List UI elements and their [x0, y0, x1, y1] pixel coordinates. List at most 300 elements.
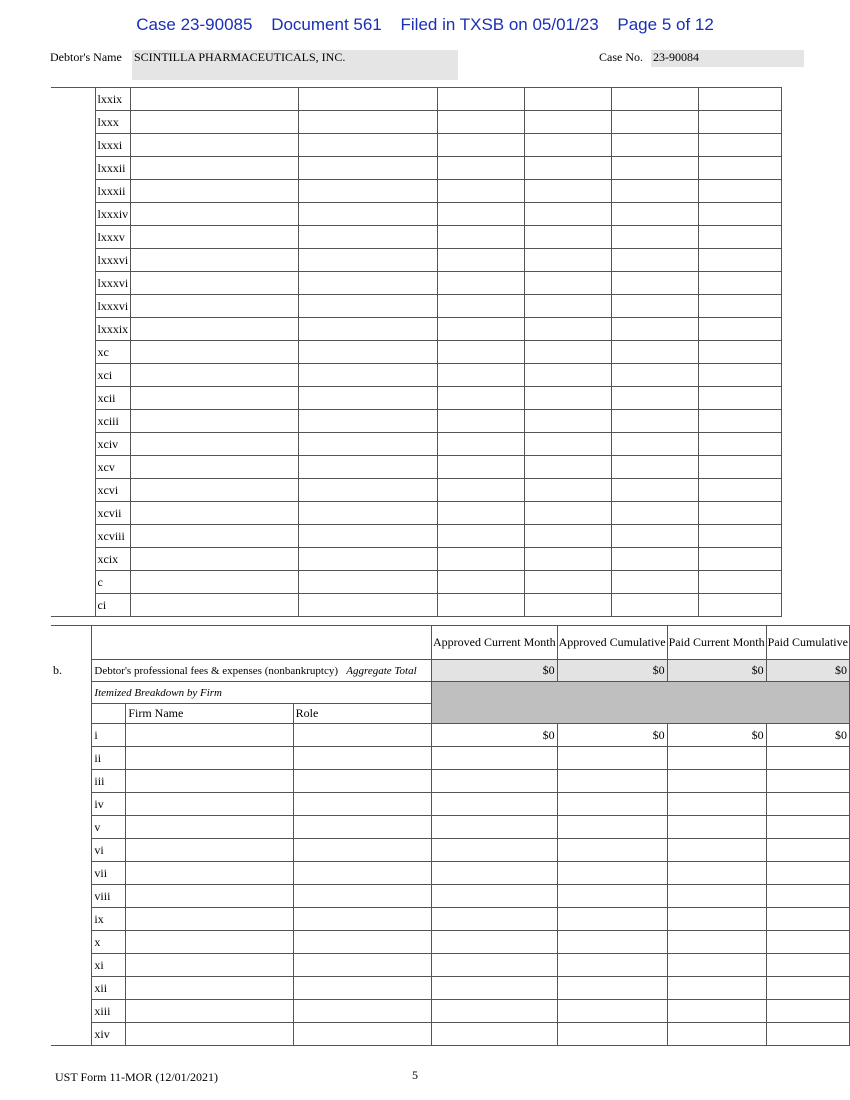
row-numeral: xiv [92, 1023, 126, 1046]
debtor-name-field: SCINTILLA PHARMACEUTICALS, INC. [132, 50, 458, 80]
table-cell [612, 134, 699, 157]
stamp-document: Document 561 [271, 15, 382, 34]
table-row [51, 341, 782, 364]
amount-cell [431, 977, 557, 1000]
firm-name-cell [126, 793, 293, 816]
amount-cell: $0 [431, 724, 557, 747]
table-cell [299, 410, 438, 433]
table-cell [438, 111, 525, 134]
amount-cell [667, 931, 766, 954]
amount-cell [667, 839, 766, 862]
row-lead [51, 908, 92, 931]
table-row [51, 318, 782, 341]
row-numeral: xcv [95, 456, 131, 479]
table-cell [438, 548, 525, 571]
row-lead [51, 318, 95, 341]
amount-cell [766, 1000, 849, 1023]
table-row [51, 88, 782, 111]
row-numeral: lxxxii [95, 180, 131, 203]
table-cell [438, 226, 525, 249]
table-cell [131, 479, 299, 502]
amount-cell [431, 747, 557, 770]
table-cell [131, 180, 299, 203]
table-cell [525, 548, 612, 571]
firm-name-cell [126, 954, 293, 977]
table-cell [438, 203, 525, 226]
table-cell [131, 249, 299, 272]
table-cell [699, 111, 782, 134]
firm-name-cell [126, 977, 293, 1000]
table-cell [131, 502, 299, 525]
firm-name-cell [126, 1023, 293, 1046]
role-cell [293, 954, 431, 977]
table-row [51, 479, 782, 502]
itemized-label: Itemized Breakdown by Firm [92, 682, 432, 704]
amount-cell [667, 793, 766, 816]
row-lead [51, 885, 92, 908]
amount-cell [557, 977, 667, 1000]
row-lead [51, 1023, 92, 1046]
table-cell [131, 387, 299, 410]
row-numeral: iv [92, 793, 126, 816]
row-lead [51, 134, 95, 157]
table-cell [438, 479, 525, 502]
table-row [51, 387, 782, 410]
role-cell [293, 793, 431, 816]
aggregate-paid-current: $0 [667, 660, 766, 682]
row-numeral: xcix [95, 548, 131, 571]
table-cell [131, 157, 299, 180]
role-cell [293, 747, 431, 770]
table-cell [438, 525, 525, 548]
column-header-row [51, 626, 850, 660]
row-numeral: xcii [95, 387, 131, 410]
top-fee-table [51, 87, 782, 617]
table-cell [699, 295, 782, 318]
amount-cell [766, 816, 849, 839]
table-cell [131, 571, 299, 594]
table-cell [699, 410, 782, 433]
row-lead [51, 1000, 92, 1023]
table-row [51, 272, 782, 295]
table-cell [131, 88, 299, 111]
table-cell [525, 272, 612, 295]
amount-cell [667, 770, 766, 793]
row-numeral: xcvii [95, 502, 131, 525]
table-cell [131, 134, 299, 157]
row-lead [51, 862, 92, 885]
row-lead [51, 387, 95, 410]
row-numeral: xc [95, 341, 131, 364]
table-cell [299, 341, 438, 364]
amount-cell [766, 908, 849, 931]
table-cell [131, 295, 299, 318]
table-row [51, 571, 782, 594]
table-cell [525, 295, 612, 318]
amount-cell [557, 793, 667, 816]
table-row [51, 249, 782, 272]
table-row [51, 931, 850, 954]
table-cell [699, 203, 782, 226]
table-cell [525, 502, 612, 525]
table-cell [612, 249, 699, 272]
table-cell [699, 318, 782, 341]
table-cell [299, 502, 438, 525]
table-cell [612, 387, 699, 410]
table-cell [612, 525, 699, 548]
table-cell [612, 88, 699, 111]
role-cell [293, 862, 431, 885]
table-cell [612, 571, 699, 594]
row-numeral: ci [95, 594, 131, 617]
itemized-row [51, 682, 850, 704]
amount-cell [557, 908, 667, 931]
table-cell [525, 134, 612, 157]
table-cell [299, 272, 438, 295]
table-cell [438, 272, 525, 295]
table-cell [438, 249, 525, 272]
table-cell [438, 134, 525, 157]
table-row [51, 180, 782, 203]
case-number-field: 23-90084 [651, 50, 804, 67]
row-lead [51, 341, 95, 364]
table-cell [612, 318, 699, 341]
role-cell [293, 1023, 431, 1046]
stamp-case: Case 23-90085 [136, 15, 253, 34]
amount-cell: $0 [667, 724, 766, 747]
table-cell [299, 226, 438, 249]
header-paid-current-month: Paid Current Month [667, 626, 766, 660]
table-cell [699, 571, 782, 594]
filing-stamp [0, 15, 850, 35]
firm-name-cell [126, 724, 293, 747]
table-row [51, 908, 850, 931]
table-cell [131, 341, 299, 364]
table-cell [438, 571, 525, 594]
amount-cell [766, 954, 849, 977]
role-cell [293, 1000, 431, 1023]
table-cell [299, 134, 438, 157]
table-cell [438, 456, 525, 479]
table-cell [699, 433, 782, 456]
row-lead [51, 88, 95, 111]
table-cell [438, 364, 525, 387]
stamp-page: Page 5 of 12 [617, 15, 714, 34]
table-cell [525, 410, 612, 433]
table-cell [699, 364, 782, 387]
table-row [51, 410, 782, 433]
row-numeral: i [92, 724, 126, 747]
aggregate-total-label: Aggregate Total [346, 664, 417, 677]
table-cell [438, 157, 525, 180]
row-lead [51, 479, 95, 502]
table-cell [525, 433, 612, 456]
amount-cell [667, 885, 766, 908]
row-lead [51, 111, 95, 134]
row-numeral: lxxxii [95, 157, 131, 180]
amount-cell [557, 1023, 667, 1046]
table-cell [131, 433, 299, 456]
row-numeral: xcvi [95, 479, 131, 502]
table-row [51, 793, 850, 816]
row-numeral: x [92, 931, 126, 954]
amount-cell [431, 1023, 557, 1046]
row-numeral: lxxxix [95, 318, 131, 341]
row-numeral: lxxxiv [95, 203, 131, 226]
table-cell [699, 594, 782, 617]
table-row [51, 1000, 850, 1023]
row-lead [51, 203, 95, 226]
header-paid-cumulative: Paid Cumulative [766, 626, 849, 660]
table-cell [612, 410, 699, 433]
form-footer: UST Form 11-MOR (12/01/2021) [55, 1070, 219, 1084]
table-cell [299, 203, 438, 226]
shaded-block [431, 682, 849, 724]
row-numeral: v [92, 816, 126, 839]
amount-cell [557, 931, 667, 954]
amount-cell [766, 977, 849, 1000]
role-cell [293, 816, 431, 839]
header-approved-current-month: Approved Current Month [431, 626, 557, 660]
table-cell [438, 433, 525, 456]
table-row [51, 364, 782, 387]
firm-name-cell [126, 908, 293, 931]
aggregate-paid-cumulative: $0 [766, 660, 849, 682]
row-numeral: xci [95, 364, 131, 387]
table-cell [612, 157, 699, 180]
row-lead [51, 793, 92, 816]
table-cell [525, 525, 612, 548]
table-cell [299, 364, 438, 387]
table-cell [699, 157, 782, 180]
table-cell [131, 111, 299, 134]
table-cell [525, 479, 612, 502]
table-cell [438, 88, 525, 111]
table-cell [699, 134, 782, 157]
table-cell [525, 157, 612, 180]
table-cell [612, 502, 699, 525]
amount-cell [431, 793, 557, 816]
amount-cell [766, 862, 849, 885]
row-numeral: ii [92, 747, 126, 770]
amount-cell [667, 747, 766, 770]
amount-cell [766, 885, 849, 908]
table-row [51, 203, 782, 226]
firm-name-cell [126, 770, 293, 793]
amount-cell [431, 885, 557, 908]
table-cell [699, 341, 782, 364]
aggregate-label-cell [92, 660, 432, 682]
table-cell [299, 594, 438, 617]
amount-cell [766, 931, 849, 954]
table-cell [438, 387, 525, 410]
table-cell [299, 525, 438, 548]
row-lead [51, 249, 95, 272]
table-cell [299, 249, 438, 272]
table-cell [299, 111, 438, 134]
row-lead [51, 456, 95, 479]
table-cell [299, 318, 438, 341]
row-numeral: iii [92, 770, 126, 793]
row-lead [51, 295, 95, 318]
amount-cell [766, 1023, 849, 1046]
table-row [51, 594, 782, 617]
firm-name-cell [126, 1000, 293, 1023]
table-cell [612, 341, 699, 364]
table-row [51, 433, 782, 456]
table-cell [525, 88, 612, 111]
table-cell [438, 594, 525, 617]
table-row [51, 1023, 850, 1046]
table-row [51, 747, 850, 770]
table-cell [525, 341, 612, 364]
document-header [50, 50, 810, 80]
row-numeral: lxxxv [95, 226, 131, 249]
amount-cell [557, 954, 667, 977]
table-cell [131, 364, 299, 387]
firm-name-cell [126, 839, 293, 862]
row-numeral: viii [92, 885, 126, 908]
table-cell [438, 180, 525, 203]
row-numeral: vi [92, 839, 126, 862]
table-cell [438, 318, 525, 341]
amount-cell [667, 1023, 766, 1046]
table-cell [131, 272, 299, 295]
amount-cell [667, 862, 766, 885]
table-cell [525, 180, 612, 203]
role-cell [293, 885, 431, 908]
row-lead [51, 747, 92, 770]
table-cell [612, 364, 699, 387]
table-cell [699, 387, 782, 410]
amount-cell [667, 816, 766, 839]
row-lead [51, 931, 92, 954]
firm-name-label: Firm Name [126, 704, 293, 724]
table-cell [612, 180, 699, 203]
table-cell [131, 594, 299, 617]
role-cell [293, 931, 431, 954]
role-cell [293, 770, 431, 793]
amount-cell [667, 977, 766, 1000]
table-cell [131, 226, 299, 249]
amount-cell [557, 862, 667, 885]
table-cell [525, 571, 612, 594]
table-cell [299, 387, 438, 410]
amount-cell [431, 770, 557, 793]
table-cell [299, 433, 438, 456]
table-cell [699, 548, 782, 571]
row-numeral: lxxx [95, 111, 131, 134]
firm-name-cell [126, 931, 293, 954]
amount-cell [431, 862, 557, 885]
row-numeral: lxxxi [95, 134, 131, 157]
table-cell [299, 157, 438, 180]
table-cell [699, 249, 782, 272]
firm-name-cell [126, 816, 293, 839]
row-numeral: xciv [95, 433, 131, 456]
row-numeral: xcviii [95, 525, 131, 548]
table-row [51, 525, 782, 548]
table-cell [525, 364, 612, 387]
row-lead [51, 226, 95, 249]
table-row [51, 111, 782, 134]
amount-cell [766, 839, 849, 862]
row-numeral: lxxxvi [95, 272, 131, 295]
row-lead [51, 364, 95, 387]
amount-cell [557, 839, 667, 862]
table-cell [525, 318, 612, 341]
role-cell [293, 977, 431, 1000]
case-number-label: Case No. [599, 50, 643, 64]
table-cell [699, 502, 782, 525]
table-cell [438, 502, 525, 525]
table-cell [131, 456, 299, 479]
amount-cell: $0 [766, 724, 849, 747]
row-numeral: vii [92, 862, 126, 885]
table-row [51, 839, 850, 862]
table-cell [612, 479, 699, 502]
header-approved-cumulative: Approved Cumulative [557, 626, 667, 660]
amount-cell [667, 908, 766, 931]
aggregate-approved-current: $0 [431, 660, 557, 682]
table-cell [438, 341, 525, 364]
fees-label: Debtor's professional fees & expenses (nonbankruptcy) [94, 664, 339, 677]
section-b-table [51, 625, 850, 1046]
row-lead [51, 502, 95, 525]
amount-cell [766, 793, 849, 816]
row-numeral: lxxxvi [95, 249, 131, 272]
table-row [51, 226, 782, 249]
row-lead [51, 548, 95, 571]
amount-cell [431, 954, 557, 977]
amount-cell [766, 770, 849, 793]
row-lead [51, 571, 95, 594]
role-cell [293, 908, 431, 931]
table-cell [612, 433, 699, 456]
amount-cell: $0 [557, 724, 667, 747]
row-lead [51, 724, 92, 747]
table-cell [299, 180, 438, 203]
table-cell [699, 479, 782, 502]
table-cell [699, 456, 782, 479]
row-lead [51, 433, 95, 456]
firm-name-cell [126, 885, 293, 908]
table-cell [612, 111, 699, 134]
table-cell [299, 548, 438, 571]
table-cell [299, 456, 438, 479]
table-row [51, 456, 782, 479]
firm-name-cell [126, 862, 293, 885]
table-cell [299, 295, 438, 318]
aggregate-approved-cumulative: $0 [557, 660, 667, 682]
amount-cell [557, 1000, 667, 1023]
row-lead [51, 180, 95, 203]
table-row [51, 157, 782, 180]
table-cell [131, 318, 299, 341]
table-cell [699, 180, 782, 203]
table-row [51, 770, 850, 793]
table-cell [438, 410, 525, 433]
row-numeral: xi [92, 954, 126, 977]
section-letter: b. [51, 660, 92, 682]
table-cell [438, 295, 525, 318]
aggregate-row [51, 660, 850, 682]
table-cell [699, 226, 782, 249]
table-cell [525, 226, 612, 249]
stamp-filed: Filed in TXSB on 05/01/23 [400, 15, 599, 34]
table-cell [525, 249, 612, 272]
row-lead [51, 954, 92, 977]
